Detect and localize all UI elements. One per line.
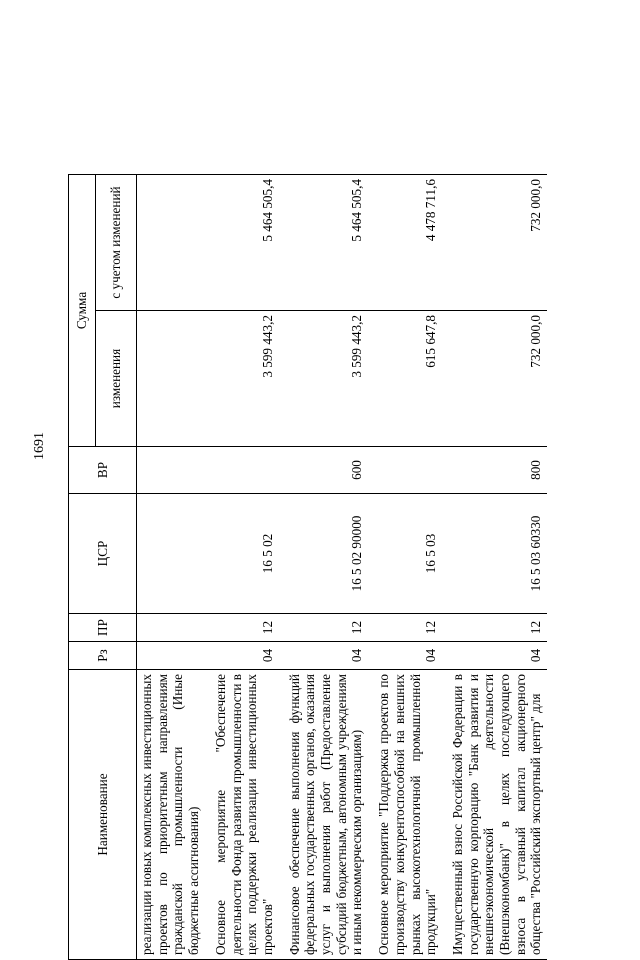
row-vr: 600 [279, 447, 369, 494]
table-row [442, 175, 547, 960]
row-changes [137, 311, 205, 447]
row-rz: 04 [442, 642, 547, 670]
row-name: Финансовое обеспечение выполнения функций федеральных государственных органов, оказания услуг и выполнения работ (Предоставление субсидий бюджетным, автономным учреждениям и иным некоммерческим организациям) [279, 670, 369, 960]
rotated-page [68, 55, 600, 960]
row-vr [368, 447, 442, 494]
row-csr: 16 5 03 [368, 494, 442, 614]
row-csr: 16 5 02 [205, 494, 279, 614]
row-with-changes: 5 464 505,4 [279, 175, 369, 311]
page-number: 1691 [32, 432, 47, 460]
row-with-changes: 4 478 711,6 [368, 175, 442, 311]
header-sum: Сумма [69, 175, 96, 447]
header-name: Наименование [69, 670, 137, 960]
header-row-1 [69, 175, 96, 960]
row-pr: 12 [442, 614, 547, 642]
row-csr: 16 5 02 90000 [279, 494, 369, 614]
header-vr: ВР [69, 447, 137, 494]
budget-table [68, 174, 547, 960]
header-rz: Рз [69, 642, 137, 670]
row-pr: 12 [368, 614, 442, 642]
row-with-changes: 5 464 505,4 [205, 175, 279, 311]
header-csr: ЦСР [69, 494, 137, 614]
row-changes: 615 647,8 [368, 311, 442, 447]
header-pr: ПР [69, 614, 137, 642]
row-csr: 16 5 03 60330 [442, 494, 547, 614]
table-row [205, 175, 279, 960]
table-row [368, 175, 442, 960]
row-rz: 04 [368, 642, 442, 670]
row-vr: 800 [442, 447, 547, 494]
row-with-changes [137, 175, 205, 311]
row-name: Основное мероприятие "Поддержка проектов по производству конкурентоспособной на внешних рынках высокотехнологичной промышленной продукции" [368, 670, 442, 960]
row-name: реализации новых комплексных инвестиционных проектов по приоритетным направлениям гражданской промышленности (Иные бюджетные ассигнования) [137, 670, 205, 960]
table-row [279, 175, 369, 960]
row-name: Имущественный взнос Российской Федерации в государственную корпорацию "Банк развития и внешнеэкономической деятельности (Внешэкономбанк)" в целях последующего взноса в уставный капитал акционерного общества "Российский экспортный центр" для [442, 670, 547, 960]
row-vr [137, 447, 205, 494]
row-pr: 12 [205, 614, 279, 642]
row-changes: 3 599 443,2 [205, 311, 279, 447]
row-pr [137, 614, 205, 642]
row-rz: 04 [279, 642, 369, 670]
row-rz: 04 [205, 642, 279, 670]
row-with-changes: 732 000,0 [442, 175, 547, 311]
row-csr [137, 494, 205, 614]
row-changes: 732 000,0 [442, 311, 547, 447]
row-rz [137, 642, 205, 670]
table-row [137, 175, 205, 960]
row-changes: 3 599 443,2 [279, 311, 369, 447]
row-vr [205, 447, 279, 494]
row-pr: 12 [279, 614, 369, 642]
row-name: Основное мероприятие "Обеспечение деятельности Фонда развития промышленности в целях поддержки реализации инвестиционных проектов" [205, 670, 279, 960]
header-with-changes: с учетом изменений [96, 175, 137, 311]
header-changes: изменения [96, 311, 137, 447]
